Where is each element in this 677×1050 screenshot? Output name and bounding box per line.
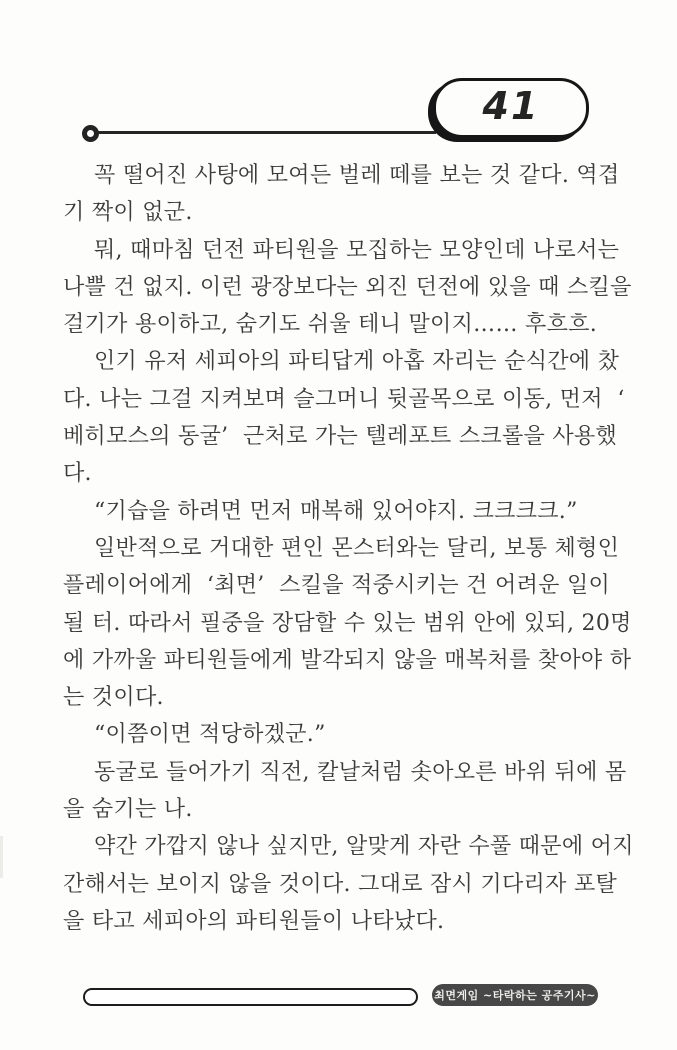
text-line: 다. 나는 그걸 지켜보며 슬그머니 뒷골목으로 이동, 먼저 ‘ (63, 386, 625, 412)
text-line: “이쯤이면 적당하겠군.” (94, 722, 326, 748)
text-line: 다. (63, 461, 92, 487)
text-line: 을 숨기는 나. (63, 797, 193, 823)
text-line: 약간 가깝지 않나 싶지만, 알맞게 자란 수풀 때문에 어지 (94, 834, 634, 860)
header-rule-line (96, 131, 436, 134)
text-line: 나쁠 건 없지. 이런 광장보다는 외진 던전에 있을 때 스킬을 (63, 274, 632, 300)
text-line: 걸기가 용이하고, 숨기도 쉬울 테니 말이지…… 후흐흐. (63, 312, 597, 338)
text-line: 에 가까울 파티원들에게 발각되지 않을 매복처를 찾아야 하 (63, 647, 632, 673)
scan-artifact (0, 836, 3, 878)
text-line: 될 터. 따라서 필중을 장담할 수 있는 범위 안에 있되, 20명 (63, 610, 632, 636)
text-line: 플레이어에게 ‘최면’ 스킬을 적중시키는 건 어려운 일이 (63, 573, 611, 599)
body-text (63, 157, 634, 940)
text-line: 간해서는 보이지 않을 것이다. 그대로 잠시 기다리자 포탈 (63, 871, 618, 897)
text-line: 는 것이다. (63, 685, 164, 711)
page-number-badge (433, 78, 589, 138)
text-line: 베히모스의 동굴’ 근처로 가는 텔레포트 스크롤을 사용했 (63, 424, 618, 450)
series-title-badge (432, 984, 598, 1006)
text-line: 인기 유저 세피아의 파티답게 아홉 자리는 순식간에 찼 (94, 349, 620, 375)
text-line: “기습을 하려면 먼저 매복해 있어야지. 크크크크.” (94, 498, 578, 524)
text-line: 기 짝이 없군. (63, 200, 193, 226)
series-title: 최면게임 ~타락하는 공주기사~ (434, 989, 596, 1002)
text-line: 뭐, 때마침 던전 파티원을 모집하는 모양인데 나로서는 (94, 237, 620, 263)
text-line: 꼭 떨어진 사탕에 모여든 벌레 떼를 보는 것 같다. 역겹 (94, 163, 620, 188)
footer-chapter-box (83, 988, 418, 1006)
text-line: 일반적으로 거대한 편인 몬스터와는 달리, 보통 체형인 (94, 535, 620, 561)
page-number: 41 (482, 84, 540, 128)
text-line: 을 타고 세피아의 파티원들이 나타났다. (63, 908, 445, 934)
text-line: 동굴로 들어가기 직전, 칼날처럼 솟아오른 바위 뒤에 몸 (94, 759, 627, 785)
